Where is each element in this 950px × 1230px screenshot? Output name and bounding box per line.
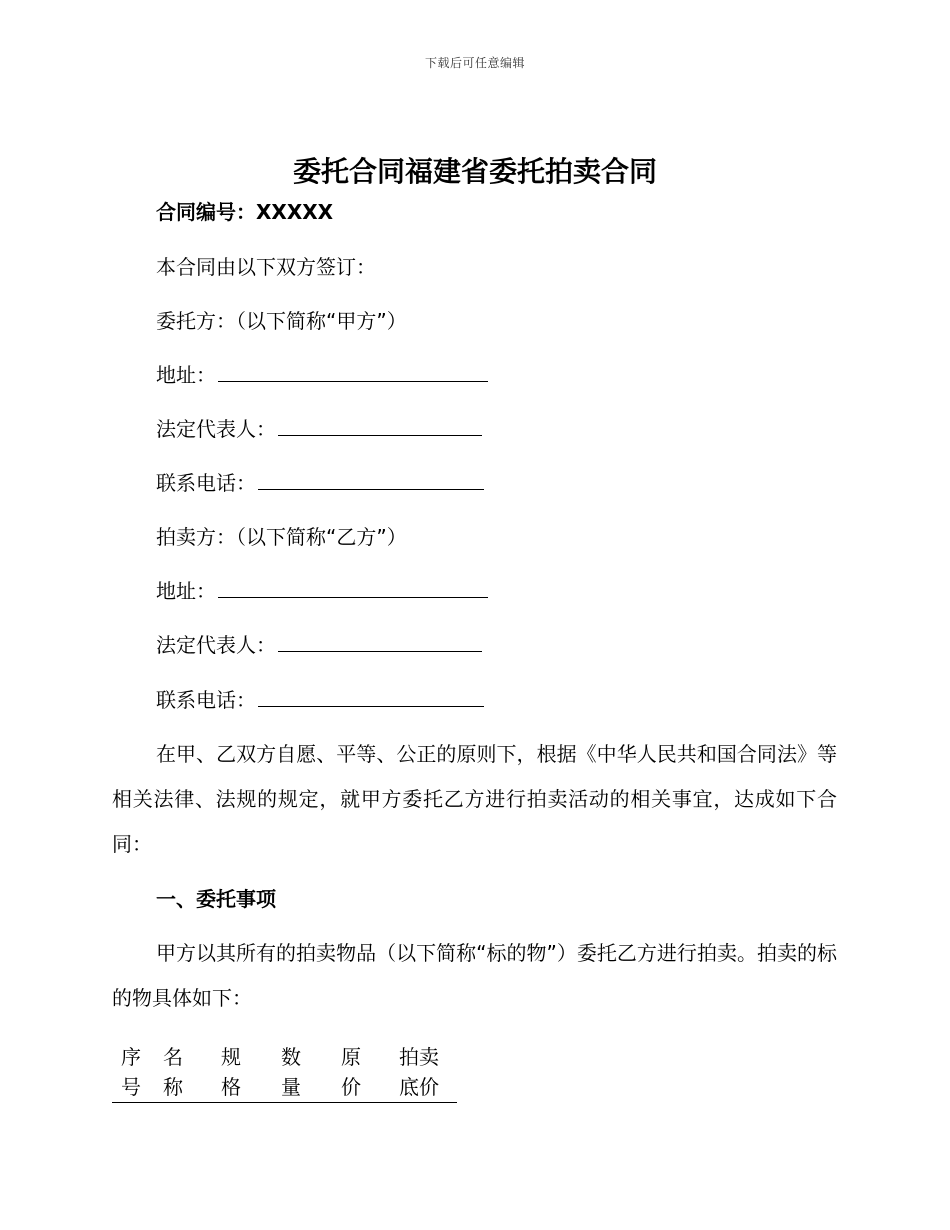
party-a-phone <box>156 469 484 497</box>
party-b-address <box>156 577 488 605</box>
table-header-cell: 原 价 <box>341 1045 361 1099</box>
party-a-rep-label: 法定代表人： <box>156 417 276 441</box>
party-a-heading: 委托方：（以下简称“甲方”） <box>156 309 407 333</box>
party-b-phone <box>156 686 484 714</box>
contract-number: 合同编号：XXXXX <box>156 200 334 224</box>
preamble-paragraph: 在甲、乙双方自愿、平等、公正的原则下，根据《中华人民共和国合同法》等相关法律、法规的规定，就甲方委托乙方进行拍卖活动的相关事宜，达成如下合同： <box>112 742 837 856</box>
section-1-heading: 一、委托事项 <box>156 887 276 911</box>
table-header-cell: 序 号 <box>121 1045 141 1099</box>
party-a-address-label: 地址： <box>156 363 216 387</box>
party-b-rep-blank[interactable] <box>278 631 482 652</box>
header-note: 下载后可任意编辑 <box>424 56 525 70</box>
party-a-phone-blank[interactable] <box>258 469 484 490</box>
subject-matter-table <box>112 1038 457 1103</box>
party-b-phone-blank[interactable] <box>258 686 484 707</box>
party-b-heading: 拍卖方：（以下简称“乙方”） <box>156 525 407 549</box>
party-b-phone-label: 联系电话： <box>156 688 256 712</box>
party-a-address <box>156 361 488 389</box>
party-b-address-label: 地址： <box>156 579 216 603</box>
section-1-paragraph: 甲方以其所有的拍卖物品（以下简称“标的物”）委托乙方进行拍卖。拍卖的标的物具体如下： <box>112 941 837 1010</box>
party-b-address-blank[interactable] <box>218 577 488 598</box>
document-title: 委托合同福建省委托拍卖合同 <box>292 155 657 188</box>
party-a-rep-blank[interactable] <box>278 415 482 436</box>
party-b-rep-label: 法定代表人： <box>156 633 276 657</box>
table-header-cell: 名 称 <box>163 1045 183 1099</box>
party-a-address-blank[interactable] <box>218 361 488 382</box>
party-b-representative <box>156 631 482 659</box>
table-header-cell: 拍卖 底价 <box>399 1045 439 1099</box>
party-a-phone-label: 联系电话： <box>156 471 256 495</box>
table-header-cell: 规 格 <box>221 1045 241 1099</box>
table-header-cell: 数 量 <box>281 1045 301 1099</box>
party-a-representative <box>156 415 482 443</box>
intro-text: 本合同由以下双方签订： <box>156 255 376 279</box>
